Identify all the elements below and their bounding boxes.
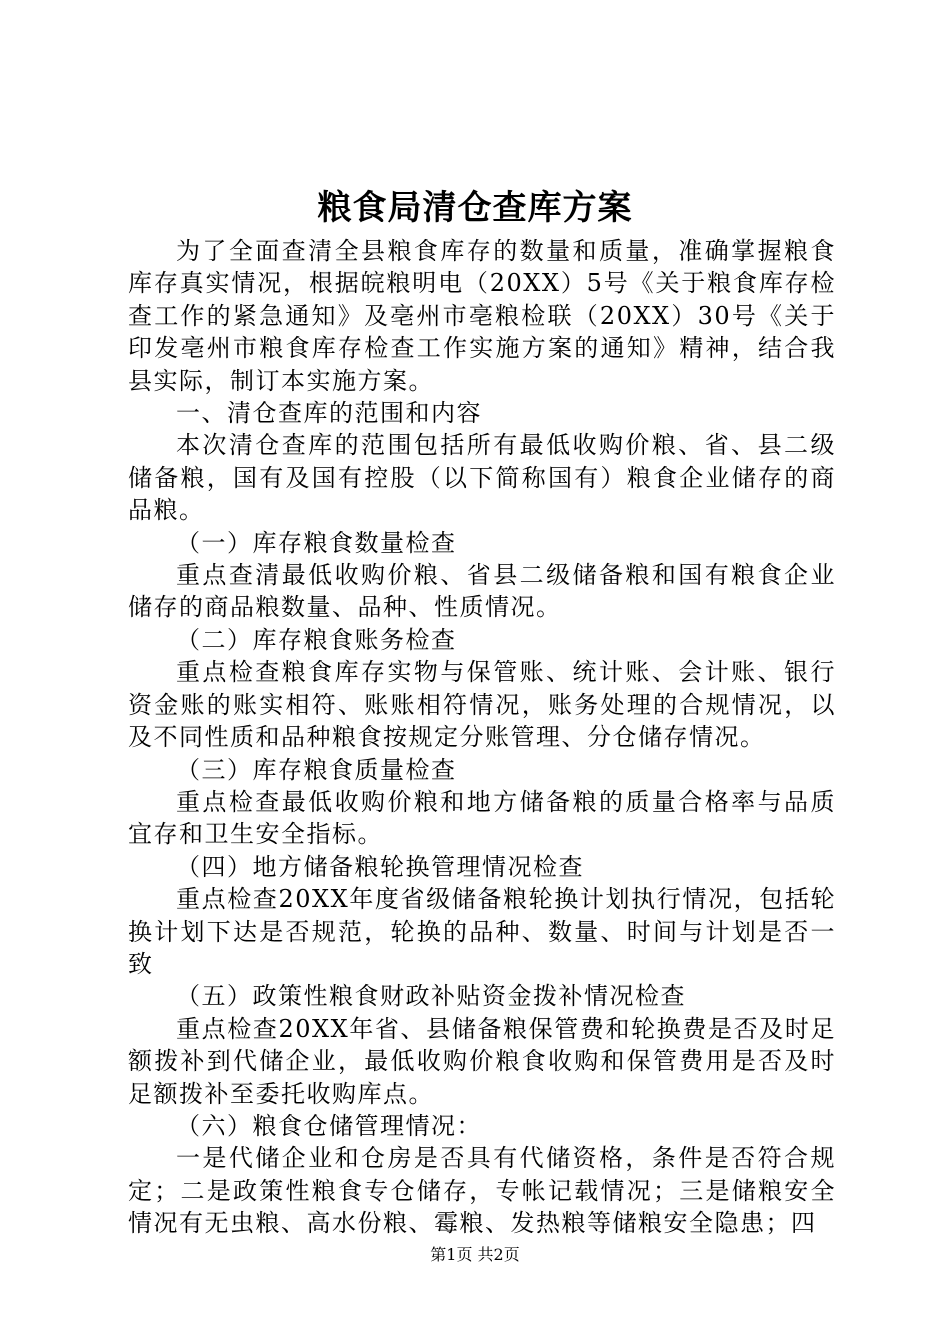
subsection-heading-subsidy: （五）政策性粮食财政补贴资金拨补情况检查 bbox=[176, 982, 686, 1011]
document-body bbox=[128, 235, 836, 1240]
page-number-footer: 第1页 共2页 bbox=[430, 1245, 520, 1264]
paragraph-scope: 本次清仓查库的范围包括所有最低收购价粮、省、县二级储备粮，国有及国有控股（以下简称国有）粮食企业储存的商品粮。 bbox=[128, 431, 836, 525]
paragraph-storage: 一是代储企业和仓房是否具有代储资格，条件是否符合规定；二是政策性粮食专仓储存，专帐记载情况；三是储粮安全情况有无虫粮、高水份粮、霉粮、发热粮等储粮安全隐患；四 bbox=[128, 1144, 836, 1238]
document-title: 粮食局清仓查库方案 bbox=[317, 188, 633, 228]
paragraph-intro: 为了全面查清全县粮食库存的数量和质量，准确掌握粮食库存真实情况，根据皖粮明电（20XX）5号《关于粮食库存检查工作的紧急通知》及亳州市亳粮检联（20XX）30号《关于印发亳州市粮食库存检查工作实施方案的通知》精神，结合我县实际，制订本实施方案。 bbox=[128, 237, 836, 395]
paragraph-quantity: 重点查清最低收购价粮、省县二级储备粮和国有粮食企业储存的商品粮数量、品种、性质情况。 bbox=[128, 561, 836, 622]
paragraph-subsidy: 重点检查20XX年省、县储备粮保管费和轮换费是否及时足额拨补到代储企业，最低收购价粮食收购和保管费用是否及时足额拨补至委托收购库点。 bbox=[128, 1014, 836, 1108]
subsection-heading-accounts: （二）库存粮食账务检查 bbox=[176, 625, 457, 654]
paragraph-accounts: 重点检查粮食库存实物与保管账、统计账、会计账、银行资金账的账实相符、账账相符情况，账务处理的合规情况，以及不同性质和品种粮食按规定分账管理、分仓储存情况。 bbox=[128, 658, 836, 752]
paragraph-quality: 重点检查最低收购价粮和地方储备粮的质量合格率与品质宜存和卫生安全指标。 bbox=[128, 787, 836, 849]
subsection-heading-quantity: （一）库存粮食数量检查 bbox=[176, 528, 457, 557]
paragraph-rotation: 重点检查20XX年度省级储备粮轮换计划执行情况，包括轮换计划下达是否规范，轮换的品种、数量、时间与计划是否一致 bbox=[128, 885, 836, 978]
section-heading-scope: 一、清仓查库的范围和内容 bbox=[176, 399, 482, 428]
subsection-heading-storage: （六）粮食仓储管理情况： bbox=[176, 1111, 482, 1140]
subsection-heading-rotation: （四）地方储备粮轮换管理情况检查 bbox=[176, 852, 584, 881]
subsection-heading-quality: （三）库存粮食质量检查 bbox=[176, 755, 457, 784]
